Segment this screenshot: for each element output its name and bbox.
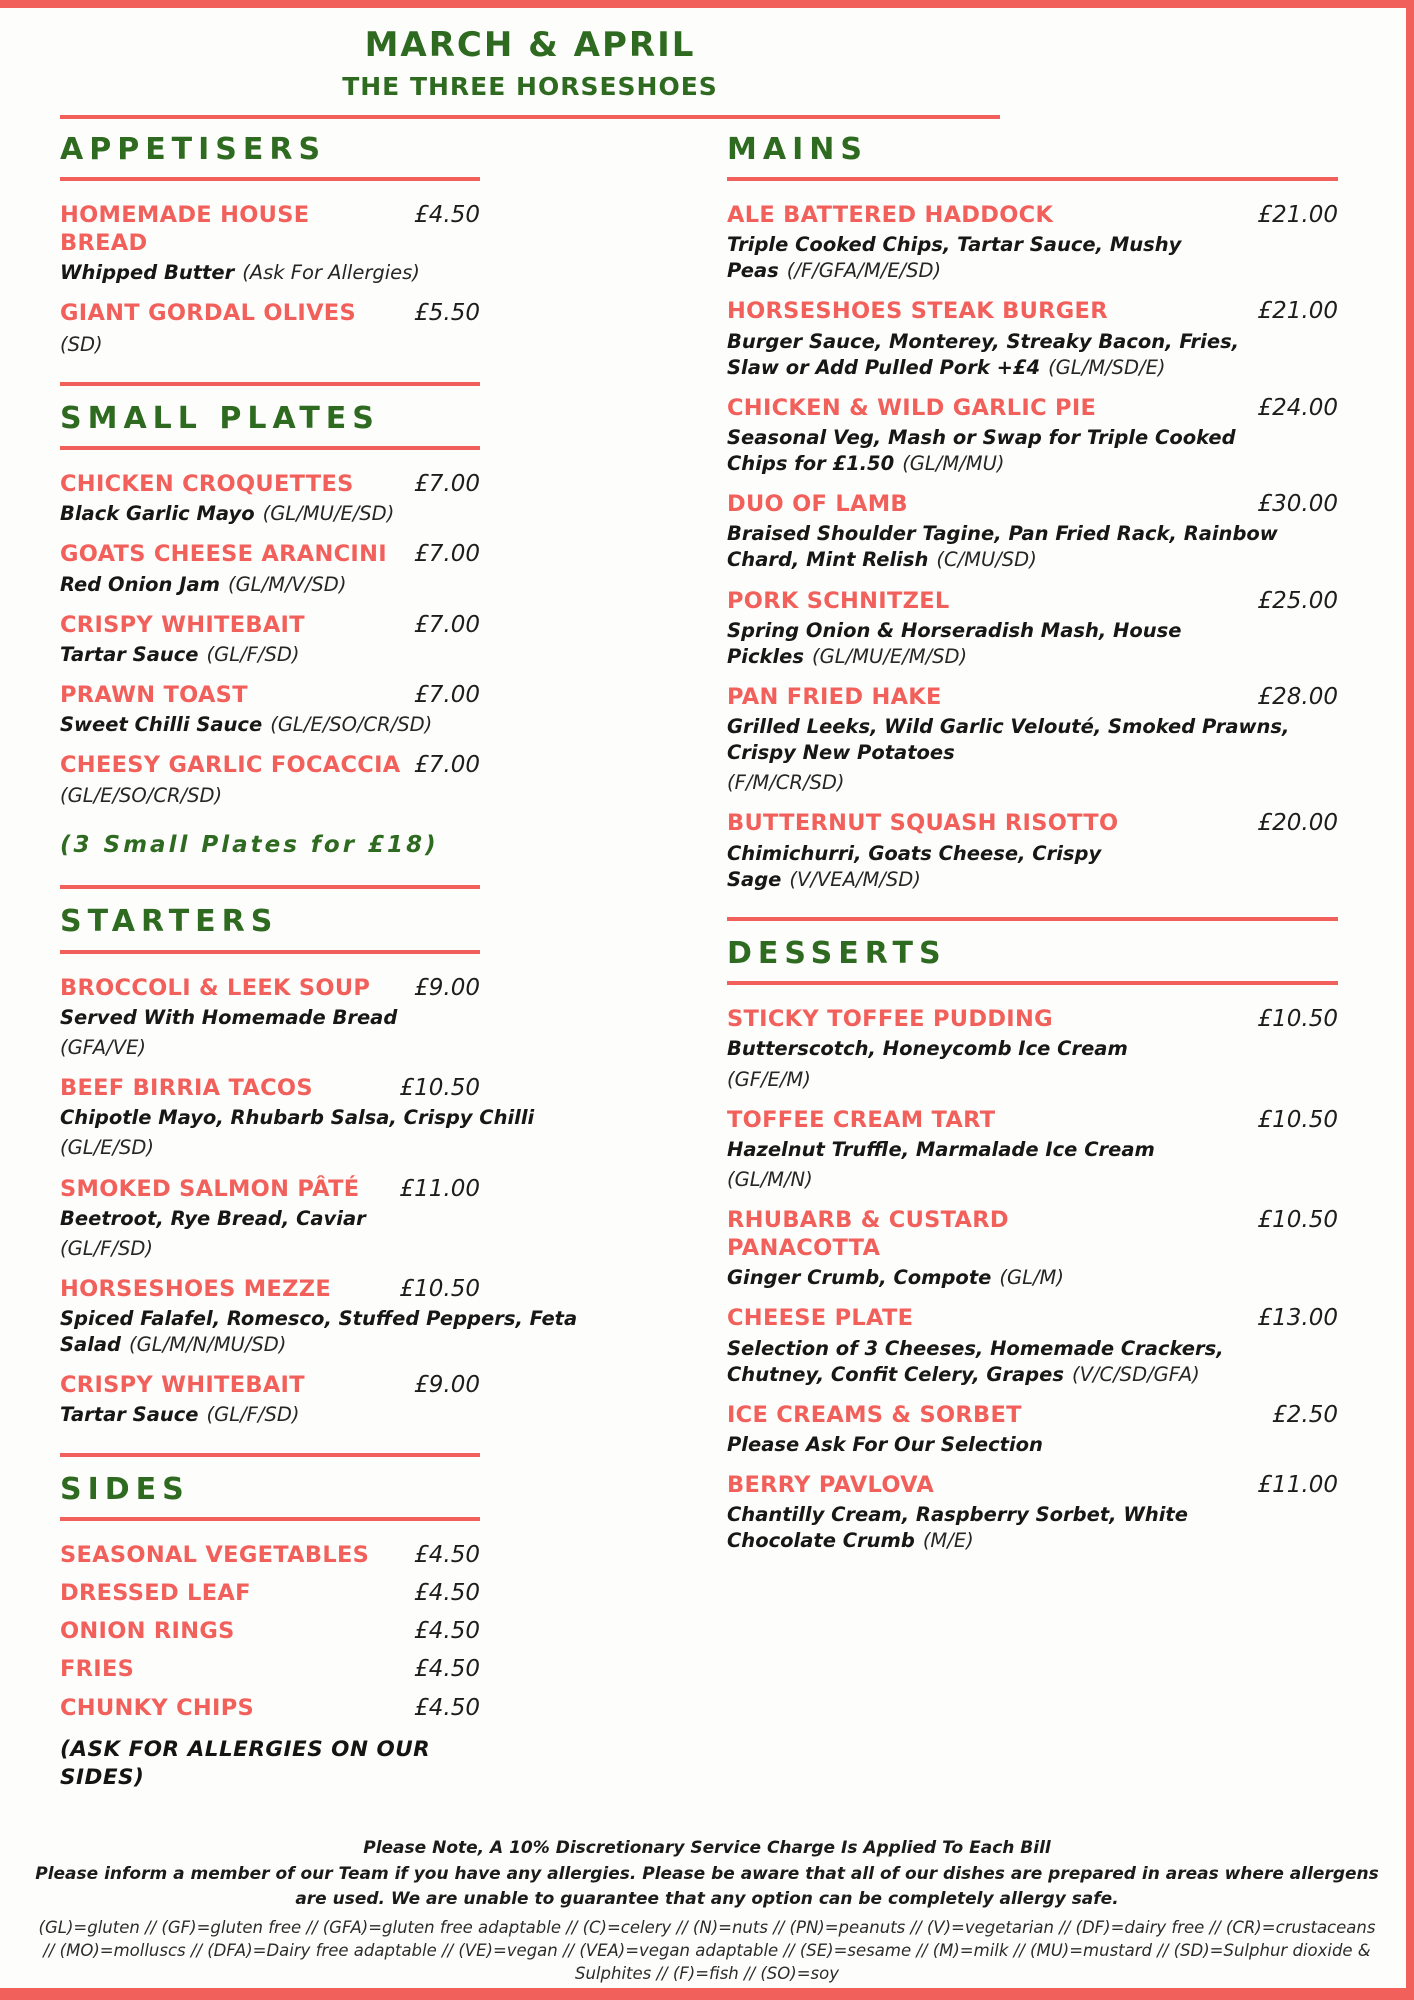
menu-item (60, 1541, 480, 1569)
menu-item (727, 394, 1338, 477)
menu-item-row (60, 1579, 480, 1607)
menu-item-desc-text: Please Ask For Our Selection (727, 1432, 1043, 1456)
menu-item-price: £10.50 (1257, 1006, 1338, 1033)
menu-item-desc-text: Triple Cooked Chips, Tartar Sauce, Mushy Peas (727, 233, 1182, 283)
menu-item-price: £7.00 (414, 541, 480, 568)
rule-below-desserts (727, 981, 1338, 985)
menu-item-price: £9.00 (414, 1372, 480, 1399)
allergen-codes: (/F/GFA/M/E/SD) (786, 259, 942, 283)
menu-item (60, 611, 480, 668)
menu-item-row (60, 299, 480, 327)
menu-item-desc-text: Braised Shoulder Tagine, Pan Fried Rack, Rainbow Chard, Mint Relish (727, 522, 1278, 572)
menu-item-desc-text: Black Garlic Mayo (60, 502, 255, 526)
top-border-bar (0, 0, 1414, 8)
menu-item (60, 1371, 480, 1428)
menu-item (60, 974, 480, 1061)
menu-item-name: PRAWN TOAST (60, 681, 248, 708)
menu-item-desc-text: Ginger Crumb, Compote (727, 1266, 992, 1290)
menu-item-description (60, 1206, 640, 1262)
menu-item-desc-text: Chantilly Cream, Raspberry Sorbet, White Chocolate Crumb (727, 1503, 1188, 1553)
menu-item-price: £7.00 (414, 471, 480, 498)
menu-item (60, 1074, 535, 1161)
menu-item (727, 1401, 1338, 1458)
menu-item (727, 1106, 1338, 1193)
menu-item (60, 751, 480, 809)
menu-item-desc-text: Seasonal Veg, Mash or Swap for Triple Cooked Chips for £1.50 (727, 425, 1236, 476)
menu-item-desc-text: Sweet Chilli Sauce (60, 713, 263, 737)
menu-item-desc-text: Spiced Falafel, Romesco, Stuffed Peppers, Feta Salad (60, 1307, 578, 1357)
menu-item-description (727, 714, 1297, 796)
menu-item-name: GIANT GORDAL OLIVES (60, 300, 356, 327)
menu-item-price: £21.00 (1257, 298, 1338, 325)
menu-item-price: £28.00 (1257, 683, 1338, 710)
menu-item-price: £4.50 (414, 1694, 480, 1721)
menu-columns (0, 133, 1414, 1816)
menu-item-name: HORSESHOES MEZZE (60, 1275, 331, 1302)
allergen-codes: (GL/F/SD) (206, 642, 300, 666)
menu-item-row (60, 1175, 480, 1203)
menu-item-price: £25.00 (1257, 587, 1338, 614)
allergen-codes: (M/E) (922, 1529, 974, 1553)
menu-item-description (727, 618, 1297, 670)
section-appetisers (60, 133, 480, 358)
menu-item-row (60, 611, 480, 639)
allergen-codes: (GL/F/SD) (206, 1403, 300, 1427)
menu-item-description (727, 1137, 1297, 1193)
menu-item-price: £24.00 (1257, 394, 1338, 421)
menu-item-row (60, 1541, 480, 1569)
menu-item-row (60, 1617, 480, 1645)
menu-item-desc-text: Red Onion Jam (60, 572, 220, 596)
menu-item-price: £4.50 (414, 202, 480, 229)
menu-item-price: £13.00 (1257, 1305, 1338, 1332)
menu-item-row (727, 1206, 1338, 1234)
rule-below-appetisers (60, 177, 480, 181)
menu-item-description (727, 1265, 1297, 1291)
menu-item-desc-text: Selection of 3 Cheeses, Homemade Crackers, Chutney, Confit Celery, Grapes (727, 1336, 1224, 1386)
menu-item-price: £4.50 (414, 1618, 480, 1645)
menu-item-description (60, 1402, 640, 1428)
menu-item (727, 490, 1338, 573)
menu-item-name: BROCCOLI & LEEK SOUP (60, 974, 371, 1001)
menu-item-price: £9.00 (414, 974, 480, 1001)
menu-item-row (60, 201, 480, 257)
menu-item-price: £21.00 (1257, 202, 1338, 229)
allergen-codes: (GL/M/N) (727, 1167, 813, 1191)
menu-item-description (60, 1005, 640, 1061)
rule-above-small-plates (60, 382, 480, 386)
allergen-key: (GL)=gluten // (GF)=gluten free // (GFA)=gluten free adaptable // (C)=celery // (N)=nuts // (PN)=peanuts // (V)=vegetarian // (DF)=dairy free // (CR)=crustaceans // (MO)=molluscs // (DFA)=Dairy free adaptable // (VE)=vegan // (VEA)=vegan adaptable // (SE)=sesame // (M)=milk // (MU)=mustard // (SD)=Sulphur dioxide & Sulphites // (F)=fish // (SO)=soy (38, 1917, 1376, 1984)
menu-item-row (60, 540, 480, 568)
menu-item-name: CHICKEN CROQUETTES (60, 471, 354, 498)
allergen-codes: (GFA/VE) (60, 1036, 146, 1060)
menu-item-name: CHUNKY CHIPS (60, 1694, 255, 1721)
menu-item-description (727, 1502, 1297, 1554)
menu-item-row (727, 683, 1338, 711)
menu-item-row (60, 1371, 480, 1399)
menu-item-name: CHEESE PLATE (727, 1305, 914, 1332)
menu-item-row (60, 1655, 480, 1683)
menu-item-desc-text: Hazelnut Truffle, Marmalade Ice Cream (727, 1137, 1155, 1161)
menu-item-description (60, 642, 640, 668)
section-small-plates (60, 382, 480, 862)
menu-item-name: ALE BATTERED HADDOCK (727, 202, 1054, 229)
menu-item-row (60, 1694, 480, 1722)
menu-item (60, 540, 480, 597)
menu-item-desc-text: Tartar Sauce (60, 1403, 199, 1427)
menu-item-name: CRISPY WHITEBAIT (60, 1372, 305, 1399)
allergen-codes: (GL/M/N/MU/SD) (129, 1333, 287, 1357)
section-desserts (727, 917, 1338, 1555)
menu-item-name: RHUBARB & CUSTARD (727, 1207, 1009, 1234)
menu-item-name: CHEESY GARLIC FOCACCIA (60, 752, 401, 779)
menu-item (727, 1471, 1338, 1554)
section-starters (60, 885, 578, 1428)
menu-item-price: £10.50 (399, 1275, 480, 1302)
section-heading-appetisers: APPETISERS (60, 131, 327, 167)
rule-below-small-plates (60, 446, 480, 450)
menu-item-row (60, 751, 480, 779)
section-heading-starters: STARTERS (60, 904, 279, 940)
section-note-sides: (ASK FOR ALLERGIES ON OUR SIDES) (60, 1736, 431, 1790)
section-mains (727, 133, 1338, 893)
menu-item-name: BUTTERNUT SQUASH RISOTTO (727, 810, 1119, 837)
menu-item-desc-text: Whipped Butter (60, 261, 235, 285)
menu-item (727, 201, 1338, 284)
menu-item-description (727, 1036, 1297, 1092)
menu-item-row (60, 1074, 480, 1102)
right-border-bar (1406, 0, 1414, 2000)
menu-item-row (727, 1304, 1338, 1332)
menu-item-row (727, 394, 1338, 422)
menu-item-price: £4.50 (414, 1580, 480, 1607)
menu-item-name: SEASONAL VEGETABLES (60, 1542, 370, 1569)
menu-item-name: HORSESHOES STEAK BURGER (727, 298, 1108, 325)
menu-item-name: HOMEMADE HOUSE BREAD (60, 202, 310, 257)
allergen-codes: (GL/M/MU) (902, 452, 1005, 476)
menu-item (60, 1694, 480, 1722)
menu-item-price: £4.50 (414, 1542, 480, 1569)
menu-item (60, 1275, 578, 1358)
menu-item-description (60, 712, 640, 738)
menu-item (727, 1005, 1338, 1092)
menu-item-desc-text: Served With Homemade Bread (60, 1005, 398, 1029)
allergen-codes: (C/MU/SD) (936, 548, 1037, 572)
allergen-codes: (GL/M/V/SD) (227, 572, 347, 596)
menu-item-price: £7.00 (414, 752, 480, 779)
menu-item (727, 1206, 1338, 1291)
menu-item-name: ONION RINGS (60, 1618, 235, 1645)
menu-item-price: £5.50 (414, 300, 480, 327)
menu-item (60, 201, 480, 286)
allergen-codes: (V/VEA/M/SD) (789, 867, 921, 891)
menu-item-row (60, 681, 480, 709)
allergen-codes: (GL/MU/E/M/SD) (812, 644, 968, 668)
column-right (727, 133, 1338, 1579)
rule-above-desserts (727, 917, 1338, 921)
menu-item-description (727, 232, 1297, 284)
menu-item-description (60, 260, 640, 286)
menu-item-desc-text: Spring Onion & Horseradish Mash, House Pickles (727, 618, 1182, 668)
allergy-notice: Please inform a member of our Team if you have any allergies. Please be aware that all of our dishes are prepared in areas where allergens are used. We are unable to guarantee that any option can be completely allergy safe. (35, 1863, 1379, 1909)
section-heading-small-plates: SMALL PLATES (60, 400, 380, 436)
allergen-codes: (SD) (60, 332, 103, 356)
menu-item-description (60, 783, 640, 809)
menu-item-description (60, 332, 640, 358)
menu-item-price: £10.50 (1257, 1106, 1338, 1133)
allergen-codes: (F/M/CR/SD) (727, 771, 845, 795)
menu-item (727, 297, 1338, 380)
menu-item-description (727, 1432, 1297, 1458)
menu-item-row (60, 974, 480, 1002)
bottom-border-bar (0, 1988, 1414, 2000)
menu-item-price: £7.00 (414, 681, 480, 708)
menu-item-name: TOFFEE CREAM TART (727, 1106, 996, 1133)
menu-item-price: £2.50 (1272, 1401, 1338, 1428)
menu-item (727, 587, 1338, 670)
menu-item (60, 1175, 480, 1262)
menu-item-name: STICKY TOFFEE PUDDING (727, 1006, 1053, 1033)
menu-item-row (727, 809, 1338, 837)
menu-header (60, 0, 1000, 119)
section-heading-sides: SIDES (60, 1471, 190, 1507)
menu-item-name: PORK SCHNITZEL (727, 587, 950, 614)
menu-item-row (727, 201, 1338, 229)
section-note-small-plates: (3 Small Plates for £18) (60, 832, 439, 859)
menu-item-price: £11.00 (399, 1175, 480, 1202)
rule-above-sides (60, 1453, 480, 1457)
menu-item (60, 1655, 480, 1683)
menu-item-row (60, 470, 480, 498)
section-heading-desserts: DESSERTS (727, 935, 947, 971)
menu-item-row (727, 587, 1338, 615)
menu-item-desc-text: Chipotle Mayo, Rhubarb Salsa, Crispy Chilli (60, 1106, 535, 1130)
menu-item-desc-text: Chimichurri, Goats Cheese, Crispy Sage (727, 841, 1102, 891)
menu-item-name: DUO OF LAMB (727, 491, 908, 518)
allergen-codes: (Ask For Allergies) (242, 261, 420, 285)
menu-item-description (727, 521, 1297, 573)
allergen-codes: (GL/E/SD) (60, 1136, 155, 1160)
menu-item-name: BEEF BIRRIA TACOS (60, 1075, 313, 1102)
allergen-codes: (GL/E/SO/CR/SD) (60, 784, 223, 808)
menu-item-row (727, 297, 1338, 325)
section-sides (60, 1453, 480, 1792)
menu-item-name: DRESSED LEAF (60, 1580, 251, 1607)
menu-item-description (727, 329, 1297, 381)
menu-item-name: ICE CREAMS & SORBET (727, 1401, 1022, 1428)
menu-item-price: £20.00 (1257, 810, 1338, 837)
rule-above-starters (60, 885, 480, 889)
menu-item (60, 1579, 480, 1607)
menu-item-price: £7.00 (414, 611, 480, 638)
menu-item-description (727, 1336, 1297, 1388)
menu-item-description (727, 425, 1297, 477)
menu-item (727, 1304, 1338, 1387)
menu-item-description (60, 1306, 640, 1358)
allergen-codes: (GL/F/SD) (60, 1236, 153, 1260)
menu-item-name: PAN FRIED HAKE (727, 683, 942, 710)
menu-item-row (727, 1471, 1338, 1499)
menu-item-name: CHICKEN & WILD GARLIC PIE (727, 394, 1097, 421)
menu-item-price: £10.50 (1257, 1207, 1338, 1234)
menu-item-desc-text: Tartar Sauce (60, 642, 199, 666)
allergen-codes: (V/C/SD/GFA) (1071, 1362, 1200, 1386)
menu-item-price: £11.00 (1257, 1472, 1338, 1499)
menu-item-name: SMOKED SALMON PÂTÉ (60, 1175, 360, 1202)
menu-item-description (727, 841, 1297, 893)
menu-item-desc-text: Grilled Leeks, Wild Garlic Velouté, Smoked Prawns, Crispy New Potatoes (727, 715, 1290, 765)
service-charge-note: Please Note, A 10% Discretionary Service Charge Is Applied To Each Bill (363, 1838, 1051, 1858)
menu-item-name: CRISPY WHITEBAIT (60, 611, 305, 638)
menu-item-name: FRIES (60, 1656, 135, 1683)
menu-item (60, 681, 480, 738)
menu-item-price: £10.50 (399, 1075, 480, 1102)
menu-item-name: BERRY PAVLOVA (727, 1472, 935, 1499)
menu-item-price: £30.00 (1257, 491, 1338, 518)
menu-item-name: GOATS CHEESE ARANCINI (60, 541, 387, 568)
menu-item-price: £4.50 (414, 1656, 480, 1683)
page-title: MARCH & APRIL (364, 25, 696, 65)
menu-item-row (727, 1005, 1338, 1033)
menu-item-desc-text: Beetroot, Rye Bread, Caviar (60, 1206, 366, 1230)
section-heading-mains: MAINS (727, 131, 868, 167)
menu-item-row (60, 1275, 480, 1303)
allergen-codes: (GL/E/SO/CR/SD) (270, 713, 433, 737)
menu-item-name-line2: PANACOTTA (727, 1235, 881, 1262)
allergen-codes: (GL/MU/E/SD) (262, 502, 395, 526)
rule-below-mains (727, 177, 1338, 181)
allergen-codes: (GF/E/M) (727, 1067, 811, 1091)
header-divider (60, 115, 1000, 119)
menu-item (60, 470, 480, 527)
menu-item-description (60, 501, 640, 527)
allergen-codes: (GL/M/SD/E) (1048, 355, 1166, 379)
menu-item (727, 809, 1338, 892)
rule-below-starters (60, 950, 480, 954)
menu-item-desc-text: Butterscotch, Honeycomb Ice Cream (727, 1037, 1128, 1061)
menu-item-row (727, 490, 1338, 518)
menu-item-desc-text: Burger Sauce, Monterey, Streaky Bacon, Fries, Slaw or Add Pulled Pork +£4 (727, 329, 1240, 379)
column-left (60, 131, 578, 1816)
menu-item-row (727, 1401, 1338, 1429)
menu-item (60, 1617, 480, 1645)
allergen-codes: (GL/M) (999, 1266, 1064, 1290)
menu-item-description (60, 572, 640, 598)
menu-footer (0, 1836, 1414, 1986)
menu-item-description (60, 1105, 640, 1161)
menu-item (727, 683, 1338, 797)
menu-item (60, 299, 480, 357)
rule-below-sides (60, 1517, 480, 1521)
menu-item-row (727, 1106, 1338, 1134)
restaurant-name: THE THREE HORSESHOES (342, 72, 718, 102)
